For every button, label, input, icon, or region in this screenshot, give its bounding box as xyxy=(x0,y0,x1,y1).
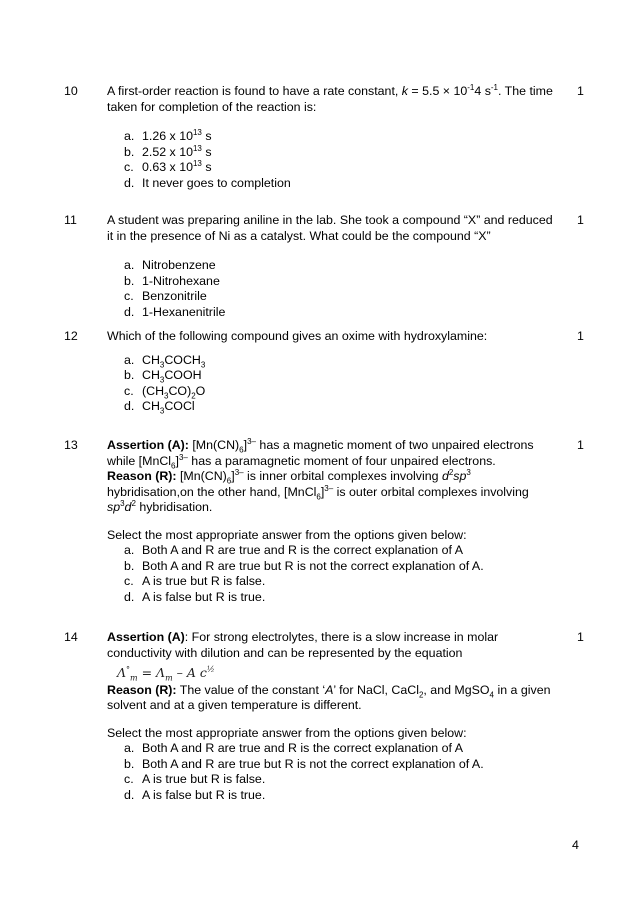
question-body xyxy=(107,213,554,320)
question-text: A first-order reaction is found to have a rate constant, $k = 5.5 \times 10^{-1}4$ $s^{-1}$. The time taken for completion of the reaction is: xyxy=(107,82,553,114)
option-a: a. Both A and R are true and R is the correct explanation of A xyxy=(124,543,463,557)
question-marks: 1 xyxy=(577,630,584,644)
option-list xyxy=(107,741,554,803)
option-b: b. Both A and R are true but R is not the correct explanation of A. xyxy=(124,756,484,771)
question-body xyxy=(107,438,554,605)
option-c: c. A is true but R is false. xyxy=(124,772,266,786)
question-number: 12 xyxy=(64,329,78,343)
reason-text: Reason (R): $[Mn(CN)_6]^{3-}$ is inner orbital complexes involving $d^2sp^3$ hybridisation,on the other hand, [MnCl$_6$]$^{3-}$ is outer orbital complexes involving $sp^3d^2$ hybridisation. xyxy=(107,467,529,514)
reason-text: Reason (R): The value of the constant ‘A’ for NaCl, CaCl$_2$, and MgSO$_4$ in a given solvent and at a given temperature is different. xyxy=(107,682,551,712)
question-text: Which of the following compound gives an oxime with hydroxylamine: xyxy=(107,329,488,343)
option-b: b. $CH_3COOH$ xyxy=(124,368,202,385)
option-a: a. $CH_3COCH_3$ xyxy=(124,352,206,369)
option-list xyxy=(107,258,554,320)
question-body xyxy=(107,84,554,191)
option-b: b. 1-Nitrohexane xyxy=(124,273,220,288)
page-number: 4 xyxy=(572,838,579,852)
option-a: a. 1.26 x $10^{13}$ s xyxy=(124,127,212,143)
option-c: c. A is true but R is false. xyxy=(124,574,266,588)
option-b: b. Both A and R are true but R is not the correct explanation of A. xyxy=(124,558,484,573)
option-b: b. 2.52 x $10^{13}$ s xyxy=(124,143,212,159)
assertion-text: Assertion (A): For strong electrolytes, there is a slow increase in molar conductivity with dilution and can be represented by the equation xyxy=(107,630,499,660)
option-c: c. 0.63 x $10^{13}$ s xyxy=(124,158,212,174)
question-body xyxy=(107,630,554,803)
question-marks: 1 xyxy=(577,213,584,227)
question-marks: 1 xyxy=(577,84,584,98)
option-d: d. A is false but R is true. xyxy=(124,589,266,604)
option-c: c. $(CH_3CO)_2O$ xyxy=(124,383,206,400)
option-list xyxy=(107,543,554,605)
assertion-label: Assertion (A) xyxy=(107,630,185,644)
option-d: d. 1-Hexanenitrile xyxy=(124,304,226,319)
option-a: a. Nitrobenzene xyxy=(124,258,216,272)
select-instruction: Select the most appropriate answer from the options given below: xyxy=(107,527,467,542)
question-number: 14 xyxy=(64,630,78,644)
question-body xyxy=(107,329,554,415)
question-number: 13 xyxy=(64,438,78,452)
question-marks: 1 xyxy=(577,438,584,452)
option-d: d. It never goes to completion xyxy=(124,175,291,190)
question-number: 11 xyxy=(64,213,77,227)
reason-label: Reason (R): xyxy=(107,469,177,483)
reason-label: Reason (R): xyxy=(107,682,177,697)
assertion-text: Assertion (A): $[Mn(CN)_6]^{3-}$ has a magnetic moment of two unpaired electrons while [MnCl$_6$]$^{3-}$ has a paramagnetic moment of four unpaired electrons. xyxy=(107,436,534,470)
conductivity-equation: $\Lambda^\circ_m = \Lambda_m - A$ $c^{\frac{1}{2}}$ xyxy=(117,664,215,683)
select-instruction: Select the most appropriate answer from the options given below: xyxy=(107,725,467,740)
option-c: c. Benzonitrile xyxy=(124,289,207,303)
question-text: A student was preparing aniline in the lab. She took a compound “X” and reduced it in the presence of Ni as a catalyst. What could be the compound “X” xyxy=(107,213,553,243)
option-d: d. $CH_3COCl$ xyxy=(124,399,195,416)
assertion-label: Assertion (A): xyxy=(107,438,189,452)
option-d: d. A is false but R is true. xyxy=(124,787,266,802)
question-marks: 1 xyxy=(577,329,584,343)
option-list xyxy=(107,353,554,415)
question-number: 10 xyxy=(64,84,78,98)
option-a: a. Both A and R are true and R is the correct explanation of A xyxy=(124,741,463,755)
option-list xyxy=(107,129,554,191)
